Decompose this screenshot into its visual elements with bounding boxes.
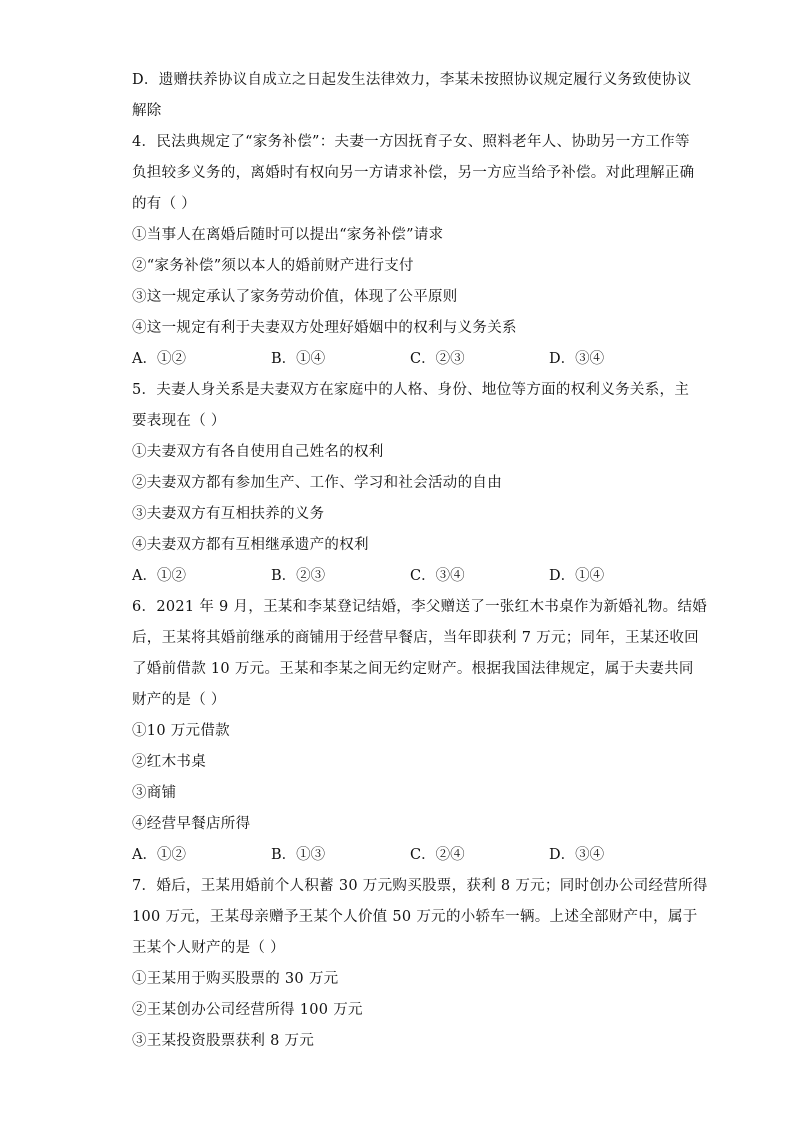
statement-item: ①夫妻双方有各自使用自己姓名的权利 — [132, 444, 384, 460]
statement-item: ③商铺 — [132, 785, 177, 801]
page-content — [132, 65, 708, 1057]
option-c: C．③④ — [410, 568, 465, 584]
question-6 — [132, 592, 708, 871]
statement-item: ①王某用于购买股票的 30 万元 — [132, 971, 339, 987]
statement-item: ①当事人在离婚后随时可以提出“家务补偿”请求 — [132, 227, 444, 243]
question-stem-line: 了婚前借款 10 万元。王某和李某之间无约定财产。根据我国法律规定，属于夫妻共同 — [132, 661, 694, 677]
question-5 — [132, 375, 690, 592]
statement-item: ④夫妻双方都有互相继承遗产的权利 — [132, 537, 369, 553]
question-stem-line: 负担较多义务的，离婚时有权向另一方请求补偿，另一方应当给予补偿。对此理解正确 — [132, 165, 695, 181]
question-stem-line: 6．2021 年 9 月，王某和李某登记结婚，李父赠送了一张红木书桌作为新婚礼物。结婚 — [132, 599, 708, 615]
question-stem-line: 5．夫妻人身关系是夫妻双方在家庭中的人格、身份、地位等方面的权利义务关系，主 — [132, 382, 690, 398]
statement-item: ③夫妻双方有互相扶养的义务 — [132, 506, 325, 522]
option-c: C．②④ — [410, 847, 465, 863]
option-d-line-2: 解除 — [132, 103, 162, 119]
option-b: B．①④ — [271, 351, 326, 367]
option-b: B．①③ — [271, 847, 326, 863]
option-d: D．③④ — [549, 847, 605, 863]
answer-options — [132, 344, 677, 375]
statement-item: ④经营早餐店所得 — [132, 816, 251, 832]
statement-item: ③这一规定承认了家务劳动价值，体现了公平原则 — [132, 289, 458, 305]
answer-options — [132, 561, 677, 592]
option-a: A．①② — [132, 568, 186, 584]
question-7 — [132, 871, 708, 1057]
answer-options — [132, 840, 677, 871]
option-a: A．①② — [132, 351, 186, 367]
question-stem-line: 要表现在（ ） — [132, 413, 226, 429]
option-d: D．③④ — [549, 351, 605, 367]
statement-item: ①10 万元借款 — [132, 723, 230, 739]
question-4 — [132, 127, 695, 375]
statement-item: ④这一规定有利于夫妻双方处理好婚姻中的权利与义务关系 — [132, 320, 517, 336]
question-stem-line: 王某个人财产的是（ ） — [132, 940, 285, 956]
statement-item: ③王某投资股票获利 8 万元 — [132, 1033, 315, 1049]
option-b: B．②③ — [271, 568, 326, 584]
question-stem-line: 财产的是（ ） — [132, 692, 226, 708]
statement-item: ②红木书桌 — [132, 754, 206, 770]
statement-item: ②“家务补偿”须以本人的婚前财产进行支付 — [132, 258, 414, 274]
question-stem-line: 100 万元，王某母亲赠予王某个人价值 50 万元的小轿车一辆。上述全部财产中，属于 — [132, 909, 698, 925]
question-stem-line: 后，王某将其婚前继承的商铺用于经营早餐店，当年即获利 7 万元；同年，王某还收回 — [132, 630, 699, 646]
option-d-line-1: D．遗赠扶养协议自成立之日起发生法律效力，李某未按照协议规定履行义务致使协议 — [132, 72, 692, 88]
statement-item: ②王某创办公司经营所得 100 万元 — [132, 1002, 363, 1018]
option-c: C．②③ — [410, 351, 465, 367]
question-stem-line: 4．民法典规定了“家务补偿”：夫妻一方因抚育子女、照料老年人、协助另一方工作等 — [132, 134, 690, 150]
option-a: A．①② — [132, 847, 186, 863]
question-stem-line: 的有（ ） — [132, 196, 197, 212]
option-d: D．①④ — [549, 568, 605, 584]
statement-item: ②夫妻双方都有参加生产、工作、学习和社会活动的自由 — [132, 475, 502, 491]
question-stem-line: 7．婚后，王某用婚前个人积蓄 30 万元购买股票，获利 8 万元；同时创办公司经营所得 — [132, 878, 708, 894]
